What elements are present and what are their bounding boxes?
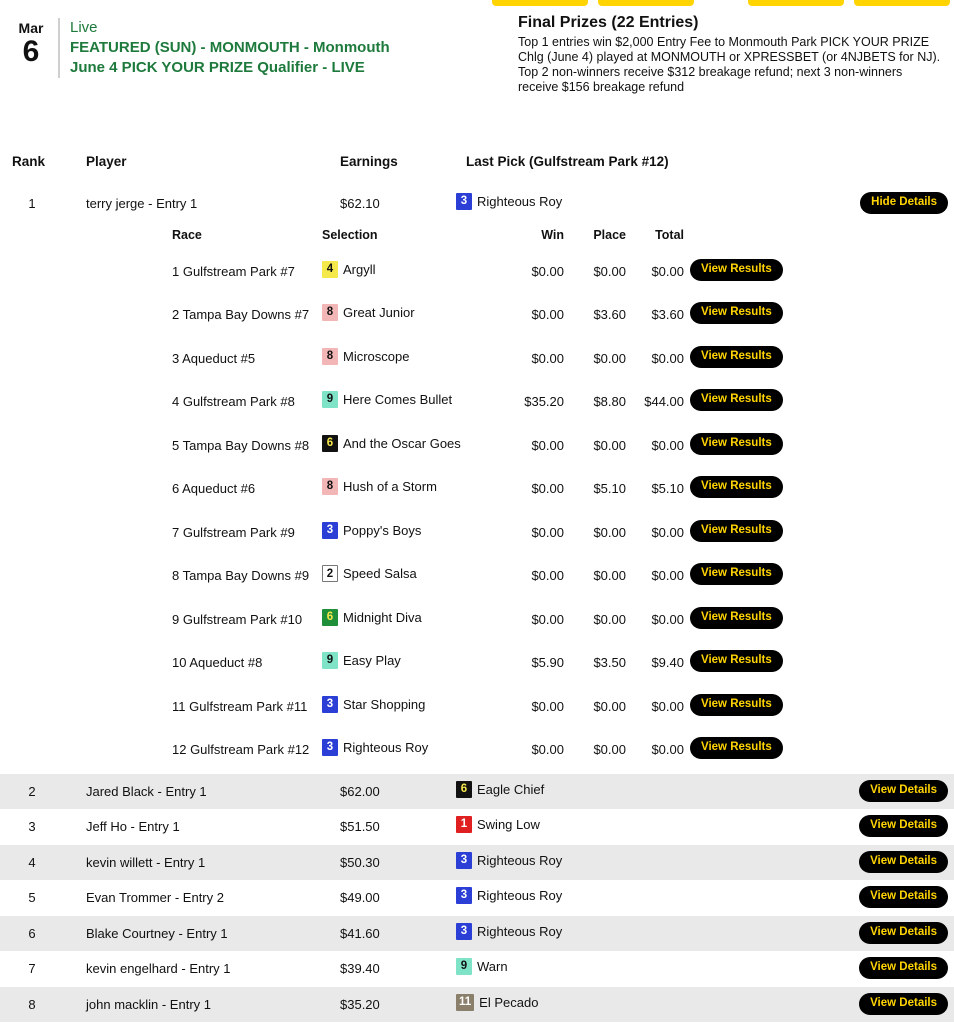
place-amount: $5.10 — [593, 481, 626, 496]
horse-name: Righteous Roy — [477, 194, 563, 209]
detail-row — [0, 382, 954, 426]
race-label: 8 Tampa Bay Downs #9 — [172, 568, 310, 583]
contest-name-line1: FEATURED (SUN) - MONMOUTH - Monmouth — [70, 39, 390, 56]
horse-name: Here Comes Bullet — [343, 392, 453, 407]
view-details-button[interactable]: View Details — [859, 957, 948, 979]
contest-title-block — [58, 18, 488, 78]
view-details-button[interactable]: View Details — [859, 815, 948, 837]
detail-row — [0, 339, 954, 383]
row-earnings: $49.00 — [340, 890, 380, 905]
header-earnings: Earnings — [340, 154, 398, 169]
header-place: Place — [593, 227, 626, 242]
view-results-button[interactable]: View Results — [690, 650, 783, 672]
detail-row-action — [690, 302, 783, 324]
saddle-number-badge: 3 — [322, 522, 338, 539]
final-prizes-panel — [518, 14, 942, 95]
top-button-4[interactable] — [854, 0, 950, 6]
total-amount: $0.00 — [651, 437, 684, 453]
race-label: 5 Tampa Bay Downs #8 — [172, 437, 310, 453]
detail-row — [0, 600, 954, 644]
race-label: 3 Aqueduct #5 — [172, 350, 256, 366]
saddle-number-badge: 3 — [322, 696, 338, 713]
win-amount: $0.00 — [531, 350, 564, 366]
final-prizes-description: Top 1 entries win $2,000 Entry Fee to Monmouth Park PICK YOUR PRIZE Chlg (June 4) played at MONMOUTH or XPRESSBET (or 4NJBETS for NJ). Top 2 non-winners receive $312 breakage refund; next 3 non-winners receive $156 breakage refund — [518, 35, 941, 94]
saddle-number-badge: 1 — [456, 816, 472, 833]
row-earnings: $50.30 — [340, 854, 380, 870]
race-label: 9 Gulfstream Park #10 — [172, 611, 303, 627]
table-row[interactable] — [0, 951, 954, 987]
detail-row-action — [690, 737, 783, 759]
horse-name: Eagle Chief — [477, 781, 545, 797]
view-results-button[interactable]: View Results — [690, 302, 783, 324]
row-earnings: $62.00 — [340, 783, 380, 799]
win-amount: $0.00 — [531, 524, 564, 540]
saddle-number-badge: 11 — [456, 994, 474, 1011]
row-action — [859, 886, 948, 908]
entry-details-panel — [0, 222, 954, 774]
table-row[interactable] — [0, 880, 954, 916]
detail-row — [0, 426, 954, 470]
saddle-number-badge: 8 — [322, 304, 338, 321]
view-results-button[interactable]: View Results — [690, 607, 783, 629]
view-results-button[interactable]: View Results — [690, 694, 783, 716]
total-amount: $0.00 — [651, 611, 684, 627]
saddle-number-badge: 3 — [456, 887, 472, 904]
race-label: 12 Gulfstream Park #12 — [172, 742, 310, 757]
win-amount: $5.90 — [531, 655, 564, 670]
saddle-number-badge: 3 — [456, 852, 472, 869]
win-amount: $0.00 — [531, 742, 564, 757]
place-amount: $0.00 — [593, 350, 626, 366]
place-amount: $8.80 — [593, 394, 626, 409]
saddle-number-badge: 3 — [456, 193, 472, 210]
race-label: 7 Gulfstream Park #9 — [172, 524, 295, 540]
view-results-button[interactable]: View Results — [690, 259, 783, 281]
top-button-3[interactable] — [748, 0, 844, 6]
total-amount: $5.10 — [651, 481, 684, 496]
win-amount: $0.00 — [531, 263, 564, 279]
horse-name: Speed Salsa — [343, 566, 417, 581]
total-amount: $0.00 — [651, 524, 684, 540]
horse-name: Righteous Roy — [477, 923, 563, 939]
win-amount: $0.00 — [531, 437, 564, 453]
total-amount: $3.60 — [651, 307, 684, 322]
detail-row — [0, 513, 954, 557]
selection-cell — [322, 348, 409, 365]
race-label: 6 Aqueduct #6 — [172, 481, 256, 496]
detail-row-action — [690, 520, 783, 542]
row-action — [859, 922, 948, 944]
row-action — [859, 815, 948, 837]
place-amount: $0.00 — [593, 568, 626, 583]
saddle-number-badge: 2 — [322, 565, 338, 582]
selection-cell — [322, 391, 452, 408]
selection-cell — [322, 739, 428, 756]
selection-cell — [322, 609, 422, 626]
view-details-button[interactable]: View Details — [859, 922, 948, 944]
selection-cell — [322, 478, 437, 495]
table-row[interactable] — [0, 774, 954, 810]
selection-cell — [322, 565, 417, 582]
details-column-headers — [0, 222, 954, 252]
row-player: john macklin - Entry 1 — [86, 996, 211, 1012]
view-results-button[interactable]: View Results — [690, 520, 783, 542]
saddle-number-badge: 3 — [456, 923, 472, 940]
horse-name: Poppy's Boys — [343, 522, 422, 538]
row-player: kevin willett - Entry 1 — [86, 854, 206, 870]
row-last-pick — [456, 193, 562, 210]
place-amount: $3.50 — [593, 655, 626, 670]
row-last-pick — [456, 994, 538, 1011]
row-player: Jeff Ho - Entry 1 — [86, 819, 180, 834]
leaderboard — [0, 150, 954, 1022]
table-row[interactable] — [0, 186, 954, 222]
detail-row — [0, 252, 954, 296]
saddle-number-badge: 3 — [322, 739, 338, 756]
view-results-button[interactable]: View Results — [690, 737, 783, 759]
live-status-label: Live — [70, 19, 98, 36]
place-amount: $0.00 — [593, 524, 626, 540]
row-rank: 8 — [28, 996, 36, 1012]
row-rank: 7 — [28, 961, 36, 976]
view-details-button[interactable]: View Details — [859, 780, 948, 802]
view-details-button[interactable]: View Details — [859, 851, 948, 873]
detail-row-action — [690, 346, 783, 368]
selection-cell — [322, 435, 461, 452]
row-action — [859, 851, 948, 873]
win-amount: $0.00 — [531, 307, 564, 322]
saddle-number-badge: 9 — [322, 391, 338, 408]
horse-name: Star Shopping — [343, 696, 426, 712]
place-amount: $0.00 — [593, 437, 626, 453]
contest-day: 6 — [22, 35, 40, 68]
total-amount: $0.00 — [651, 698, 684, 714]
row-last-pick — [456, 852, 562, 869]
race-label: 1 Gulfstream Park #7 — [172, 263, 295, 279]
header-last-pick: Last Pick (Gulfstream Park #12) — [466, 154, 669, 169]
view-details-button[interactable]: View Details — [859, 993, 948, 1015]
detail-row-action — [690, 389, 783, 411]
race-label: 10 Aqueduct #8 — [172, 655, 263, 670]
header-selection: Selection — [322, 227, 378, 242]
win-amount: $0.00 — [531, 698, 564, 714]
selection-cell — [322, 261, 376, 278]
final-prizes-title: Final Prizes (22 Entries) — [518, 14, 699, 31]
row-action — [859, 957, 948, 979]
row-rank: 1 — [28, 196, 36, 211]
header-total: Total — [655, 227, 684, 242]
win-amount: $0.00 — [531, 481, 564, 496]
row-player: terry jerge - Entry 1 — [86, 196, 198, 211]
row-earnings: $35.20 — [340, 996, 380, 1012]
selection-cell — [322, 522, 421, 539]
detail-row — [0, 730, 954, 774]
row-last-pick — [456, 816, 540, 833]
top-button-1[interactable] — [492, 0, 588, 6]
header-rank: Rank — [12, 154, 46, 169]
detail-row-action — [690, 563, 783, 585]
header-race: Race — [172, 227, 202, 242]
horse-name: Righteous Roy — [477, 888, 563, 903]
row-last-pick — [456, 887, 562, 904]
saddle-number-badge: 4 — [322, 261, 338, 278]
view-results-button[interactable]: View Results — [690, 433, 783, 455]
total-amount: $0.00 — [651, 350, 684, 366]
row-rank: 6 — [28, 925, 36, 941]
row-player: Evan Trommer - Entry 2 — [86, 890, 224, 905]
total-amount: $44.00 — [644, 394, 684, 409]
view-results-button[interactable]: View Results — [690, 346, 783, 368]
detail-row — [0, 687, 954, 731]
saddle-number-badge: 9 — [456, 958, 472, 975]
horse-name: Midnight Diva — [343, 609, 422, 625]
race-label: 11 Gulfstream Park #11 — [172, 698, 308, 714]
win-amount: $0.00 — [531, 568, 564, 583]
saddle-number-badge: 8 — [322, 348, 338, 365]
selection-cell — [322, 652, 401, 669]
horse-name: Righteous Roy — [343, 740, 429, 755]
row-action — [859, 993, 948, 1015]
header-win: Win — [541, 227, 564, 242]
row-player: Blake Courtney - Entry 1 — [86, 925, 228, 941]
saddle-number-badge: 9 — [322, 652, 338, 669]
race-label: 2 Tampa Bay Downs #7 — [172, 307, 310, 322]
header-player: Player — [86, 154, 127, 169]
selection-cell — [322, 696, 425, 713]
saddle-number-badge: 6 — [322, 435, 338, 452]
total-amount: $0.00 — [651, 263, 684, 279]
view-results-button[interactable]: View Results — [690, 563, 783, 585]
contest-name-line2: June 4 PICK YOUR PRIZE Qualifier - LIVE — [70, 59, 365, 76]
detail-row — [0, 643, 954, 687]
table-row[interactable] — [0, 987, 954, 1023]
horse-name: El Pecado — [479, 994, 539, 1010]
race-label: 4 Gulfstream Park #8 — [172, 394, 295, 409]
row-rank: 3 — [28, 819, 36, 834]
row-earnings: $41.60 — [340, 925, 380, 941]
row-earnings: $62.10 — [340, 196, 380, 211]
horse-name: Warn — [477, 959, 508, 974]
horse-name: Swing Low — [477, 817, 540, 832]
place-amount: $0.00 — [593, 742, 626, 757]
place-amount: $0.00 — [593, 698, 626, 714]
detail-row-action — [690, 607, 783, 629]
table-row[interactable] — [0, 845, 954, 881]
row-player: kevin engelhard - Entry 1 — [86, 961, 231, 976]
leaderboard-column-headers — [0, 150, 954, 186]
horse-name: Hush of a Storm — [343, 479, 437, 494]
hide-details-button[interactable]: Hide Details — [860, 192, 948, 214]
detail-row-action — [690, 259, 783, 281]
contest-date — [8, 20, 54, 68]
place-amount: $0.00 — [593, 611, 626, 627]
total-amount: $0.00 — [651, 742, 684, 757]
top-button-2[interactable] — [598, 0, 694, 6]
place-amount: $3.60 — [593, 307, 626, 322]
detail-row-action — [690, 650, 783, 672]
win-amount: $0.00 — [531, 611, 564, 627]
horse-name: Righteous Roy — [477, 852, 563, 868]
total-amount: $9.40 — [651, 655, 684, 670]
view-details-button[interactable]: View Details — [859, 886, 948, 908]
detail-row-action — [690, 476, 783, 498]
horse-name: Microscope — [343, 348, 410, 364]
saddle-number-badge: 6 — [322, 609, 338, 626]
row-earnings: $39.40 — [340, 961, 380, 976]
horse-name: And the Oscar Goes — [343, 435, 461, 451]
table-row[interactable] — [0, 809, 954, 845]
detail-row — [0, 469, 954, 513]
row-last-pick — [456, 958, 508, 975]
detail-row-action — [690, 694, 783, 716]
row-rank: 4 — [28, 854, 36, 870]
row-earnings: $51.50 — [340, 819, 380, 834]
win-amount: $35.20 — [524, 394, 564, 409]
saddle-number-badge: 8 — [322, 478, 338, 495]
row-action — [859, 780, 948, 802]
table-row[interactable] — [0, 916, 954, 952]
horse-name: Great Junior — [343, 305, 415, 320]
row-action — [860, 192, 948, 214]
view-results-button[interactable]: View Results — [690, 476, 783, 498]
contest-month: Mar — [18, 20, 44, 36]
detail-row — [0, 556, 954, 600]
saddle-number-badge: 6 — [456, 781, 472, 798]
place-amount: $0.00 — [593, 263, 626, 279]
contest-header — [0, 14, 954, 110]
row-last-pick — [456, 781, 544, 798]
horse-name: Argyll — [343, 261, 376, 277]
view-results-button[interactable]: View Results — [690, 389, 783, 411]
row-last-pick — [456, 923, 562, 940]
horse-name: Easy Play — [343, 653, 401, 668]
row-player: Jared Black - Entry 1 — [86, 783, 207, 799]
total-amount: $0.00 — [651, 568, 684, 583]
top-button-strip — [0, 0, 954, 6]
row-rank: 2 — [28, 783, 36, 799]
row-rank: 5 — [28, 890, 36, 905]
detail-row-action — [690, 433, 783, 455]
detail-row — [0, 295, 954, 339]
selection-cell — [322, 304, 415, 321]
